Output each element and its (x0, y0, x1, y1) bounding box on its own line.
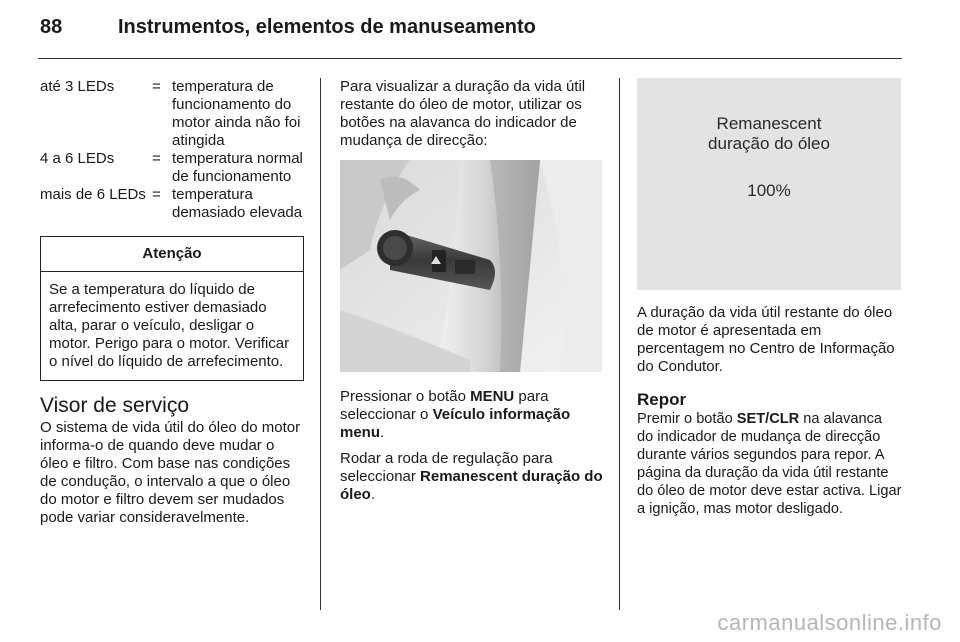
led-description: temperatura demasiado elevada (172, 186, 303, 221)
led-row (40, 150, 304, 186)
led-row (40, 78, 304, 150)
menu-button-label: MENU (470, 388, 515, 405)
visor-body: O sistema de vida útil do óleo do motor informa-o de quando deve mudar o óleo e filtro. Com base nas condições de condução, o intervalo a que o óleo do motor e filtro devem ser mudados pode variar consideravelmente. (40, 419, 301, 526)
text: na alavanca do indicador de mudança de direcção durante vários segundos para repor. A página da duração da vida útil restante do óleo de motor deve estar activa. Ligar a ignição, mas motor desligado. (637, 411, 902, 517)
led-label: mais de 6 LEDs (40, 186, 146, 203)
column-1 (40, 78, 304, 527)
remaining-oil-life-label: Remanescent duração do óleo (340, 468, 603, 503)
led-equals: = (152, 186, 161, 203)
vehicle-info-menu-label: Veículo informação menu (340, 406, 571, 441)
led-description: temperatura de funcionamento do motor ainda não foi atingida (172, 78, 301, 149)
display-title (637, 114, 901, 154)
page-number: 88 (40, 16, 63, 38)
repor-body (637, 410, 902, 518)
oil-life-display (637, 78, 901, 290)
led-label: 4 a 6 LEDs (40, 150, 115, 167)
header-rule (38, 58, 902, 59)
turn-signal-lever-photo (340, 160, 602, 372)
led-equals: = (152, 150, 161, 167)
attention-box (40, 236, 304, 381)
col2-paragraph-wheel (340, 450, 604, 504)
text: . (370, 486, 376, 503)
led-row (40, 186, 304, 222)
page-title: Instrumentos, elementos de manuseamento (118, 16, 536, 38)
column-divider-left (320, 78, 321, 610)
attention-title: Atenção (41, 237, 303, 272)
text: Premir o botão (637, 411, 737, 427)
text: para seleccionar o (340, 388, 549, 423)
lever-illustration (340, 160, 602, 372)
column-divider-right (619, 78, 620, 610)
display-value: 100% (747, 181, 791, 200)
col2-intro: Para visualizar a duração da vida útil restante do óleo de motor, utilizar os botões na alavanca do indicador de mudança de direcção: (340, 78, 586, 149)
column-2 (340, 78, 604, 504)
watermark: carmanualsonline.info (717, 610, 942, 635)
section-heading-visor: Visor de serviço (40, 394, 190, 417)
led-description: temperatura normal de funcionamento (172, 150, 303, 185)
col2-paragraph-menu (340, 388, 604, 442)
set-clr-button-label: SET/CLR (736, 411, 800, 427)
text: . (380, 424, 385, 441)
led-table (40, 78, 304, 222)
led-equals: = (152, 78, 161, 95)
text: Pressionar o botão (340, 388, 471, 405)
display-title-line2: duração do óleo (708, 134, 830, 153)
display-title-line1: Remanescent (716, 114, 822, 133)
column-3 (637, 78, 902, 518)
led-label: até 3 LEDs (40, 78, 115, 95)
col3-body: A duração da vida útil restante do óleo de motor é apresentada em percentagem no Centro de Informação do Condutor. (637, 304, 895, 375)
section-heading-repor: Repor (637, 390, 687, 409)
attention-body: Se a temperatura do líquido de arrefecimento estiver demasiado alta, parar o veículo, desligar o motor. Perigo para o motor. Verificar o nível do líquido de arrefecimento. (49, 281, 290, 370)
text: Rodar a roda de regulação para seleccionar (340, 450, 553, 485)
